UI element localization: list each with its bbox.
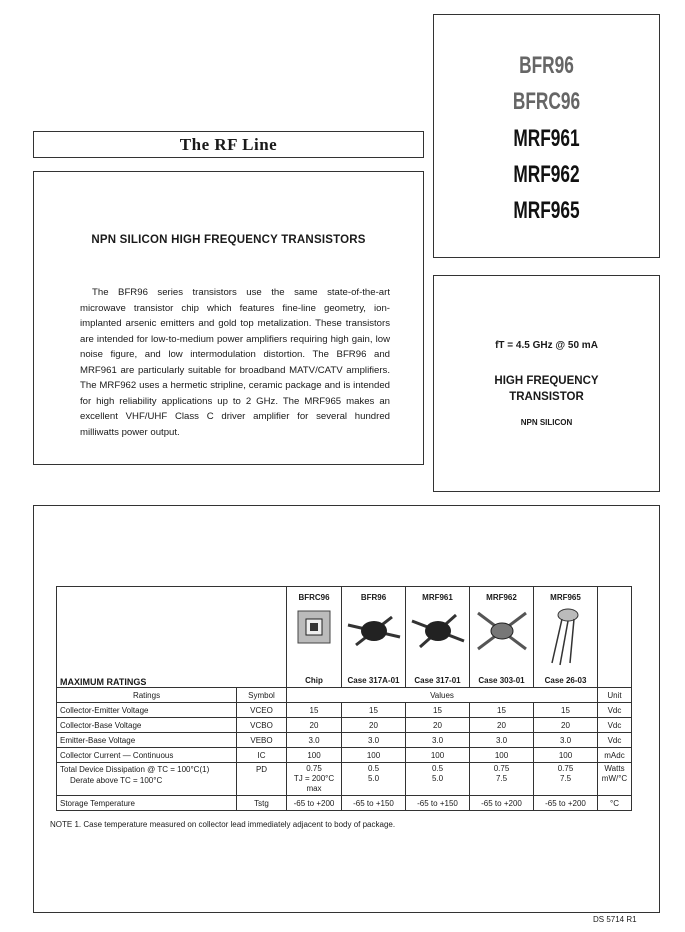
- rating-value: 100: [287, 748, 342, 763]
- rating-symbol: VEBO: [237, 733, 287, 748]
- rating-value: 3.0: [406, 733, 470, 748]
- rating-symbol: VCBO: [237, 718, 287, 733]
- rating-value: 100: [470, 748, 534, 763]
- col-header-ratings: Ratings: [57, 688, 237, 703]
- col-header-symbol: Symbol: [237, 688, 287, 703]
- summary-panel: [433, 275, 660, 492]
- stripline-package-icon: [474, 607, 530, 655]
- rating-unit: Vdc: [598, 718, 632, 733]
- header-spacer: [598, 587, 632, 688]
- value-line2: 5.0: [431, 774, 444, 783]
- rating-label: Collector-Emitter Voltage: [57, 703, 237, 718]
- rating-value: 15: [342, 703, 406, 718]
- device-column-bfrc96: [287, 587, 342, 688]
- ft-spec: fT = 4.5 GHz @ 50 mA: [495, 340, 598, 351]
- rating-value: [287, 763, 342, 796]
- part-number-panel: [433, 14, 660, 258]
- value-line1: 0.5: [367, 764, 380, 773]
- rating-value: 3.0: [287, 733, 342, 748]
- rating-value: 20: [534, 718, 598, 733]
- rating-value: 15: [287, 703, 342, 718]
- rating-symbol: IC: [237, 748, 287, 763]
- device-type-line2: TRANSISTOR: [509, 391, 584, 403]
- value-line3: max: [306, 784, 322, 793]
- device-case: Case 317A-01: [347, 676, 400, 685]
- device-part: BFRC96: [298, 593, 330, 602]
- device-column-mrf962: [470, 587, 534, 688]
- rating-label: [57, 763, 237, 796]
- rating-value: 3.0: [534, 733, 598, 748]
- rating-label: Collector Current — Continuous: [57, 748, 237, 763]
- rating-label-line1: Total Device Dissipation @ TC = 100°C(1): [60, 765, 210, 774]
- chip-icon: [294, 607, 334, 647]
- rating-unit: [598, 763, 632, 796]
- transistor-package-icon: [410, 607, 466, 655]
- rating-value: -65 to +200: [534, 796, 598, 811]
- rating-unit: mAdc: [598, 748, 632, 763]
- value-line2: 5.0: [367, 774, 380, 783]
- device-case: Case 317-01: [414, 676, 461, 685]
- rating-value: [342, 763, 406, 796]
- rating-value: 20: [406, 718, 470, 733]
- description-body: The BFR96 series transistors use the same state-of-the-art microwave transistor chip which features fine-line geometry, ion-implanted arsenic emitters and gold top metalization. These transistors are intended for low-to-medium power amplifiers requiring high gain, low noise figure, and low intermodulation distortion. The BFR96 and MRF961 are particularly suitable for broadband MATV/CATV amplifiers. The MRF962 uses a hermetic stripline, ceramic package and is intended for high reliability applications up to 2 GHz. The MRF965 makes an excellent VHF/UHF Class C driver amplifier for several hundred milliwatts power output.: [80, 287, 390, 438]
- device-part: MRF962: [486, 593, 517, 602]
- rating-label: Emitter-Base Voltage: [57, 733, 237, 748]
- col-header-unit: Unit: [598, 688, 632, 703]
- rating-value: 3.0: [342, 733, 406, 748]
- rating-unit: Vdc: [598, 733, 632, 748]
- rating-label: Collector-Base Voltage: [57, 718, 237, 733]
- value-line2: TJ = 200°C: [293, 774, 335, 783]
- device-column-mrf961: [406, 587, 470, 688]
- rating-value: 15: [470, 703, 534, 718]
- part-number-mrf962: MRF962: [513, 161, 580, 188]
- table-row: [57, 796, 632, 811]
- rating-value: -65 to +150: [406, 796, 470, 811]
- rating-value: [470, 763, 534, 796]
- device-column-mrf965: [534, 587, 598, 688]
- part-number-bfr96: BFR96: [519, 52, 574, 79]
- series-title: The RF Line: [33, 131, 424, 158]
- rating-value: 3.0: [470, 733, 534, 748]
- table-row: [57, 718, 632, 733]
- value-line2: 7.5: [559, 774, 572, 783]
- rating-unit: Vdc: [598, 703, 632, 718]
- rating-symbol: VCEO: [237, 703, 287, 718]
- value-line1: 0.75: [557, 764, 574, 773]
- value-line1: 0.75: [493, 764, 510, 773]
- table-row: [57, 763, 632, 796]
- rating-symbol: Tstg: [237, 796, 287, 811]
- device-part: MRF965: [550, 593, 581, 602]
- rating-value: [406, 763, 470, 796]
- rating-value: 100: [534, 748, 598, 763]
- rating-value: 15: [406, 703, 470, 718]
- rating-value: [534, 763, 598, 796]
- device-type-line1: HIGH FREQUENCY: [494, 375, 599, 387]
- value-line1: 0.75: [306, 764, 322, 773]
- transistor-package-icon: [346, 607, 402, 655]
- unit-line1: Watts: [604, 764, 625, 773]
- rating-label-line2: Derate above TC = 100°C: [70, 776, 163, 785]
- part-number-bfrc96: BFRC96: [512, 88, 581, 115]
- footnote: NOTE 1. Case temperature measured on collector lead immediately adjacent to body of package.: [50, 820, 396, 829]
- description-heading: NPN SILICON HIGH FREQUENCY TRANSISTORS: [91, 234, 366, 246]
- document-number: DS 5714 R1: [593, 915, 637, 924]
- rating-value: -65 to +200: [470, 796, 534, 811]
- value-line1: 0.5: [431, 764, 444, 773]
- rating-value: 100: [406, 748, 470, 763]
- to-package-icon: [546, 607, 586, 667]
- polarity-label: NPN SILICON: [520, 418, 573, 427]
- rating-value: -65 to +200: [287, 796, 342, 811]
- rating-value: 20: [287, 718, 342, 733]
- rating-value: -65 to +150: [342, 796, 406, 811]
- device-part: MRF961: [422, 593, 453, 602]
- rating-value: 20: [470, 718, 534, 733]
- table-row: [57, 733, 632, 748]
- value-line2: 7.5: [495, 774, 508, 783]
- rating-symbol: PD: [237, 763, 287, 796]
- ratings-title: MAXIMUM RATINGS: [57, 587, 287, 688]
- rating-unit: °C: [598, 796, 632, 811]
- device-case: Chip: [305, 676, 323, 685]
- unit-line2: mW/°C: [601, 774, 628, 783]
- device-type: [434, 373, 659, 405]
- table-row: [57, 748, 632, 763]
- col-header-values: Values: [287, 688, 598, 703]
- device-column-bfr96: [342, 587, 406, 688]
- part-number-mrf965: MRF965: [513, 197, 580, 224]
- rating-value: 15: [534, 703, 598, 718]
- rating-value: 20: [342, 718, 406, 733]
- rating-label: Storage Temperature: [57, 796, 237, 811]
- device-case: Case 26-03: [544, 676, 587, 685]
- device-case: Case 303-01: [478, 676, 525, 685]
- description-panel: [33, 171, 424, 465]
- device-part: BFR96: [360, 593, 387, 602]
- table-row: [57, 703, 632, 718]
- rating-value: 100: [342, 748, 406, 763]
- maximum-ratings-table: [56, 586, 632, 811]
- part-number-mrf961: MRF961: [513, 125, 580, 152]
